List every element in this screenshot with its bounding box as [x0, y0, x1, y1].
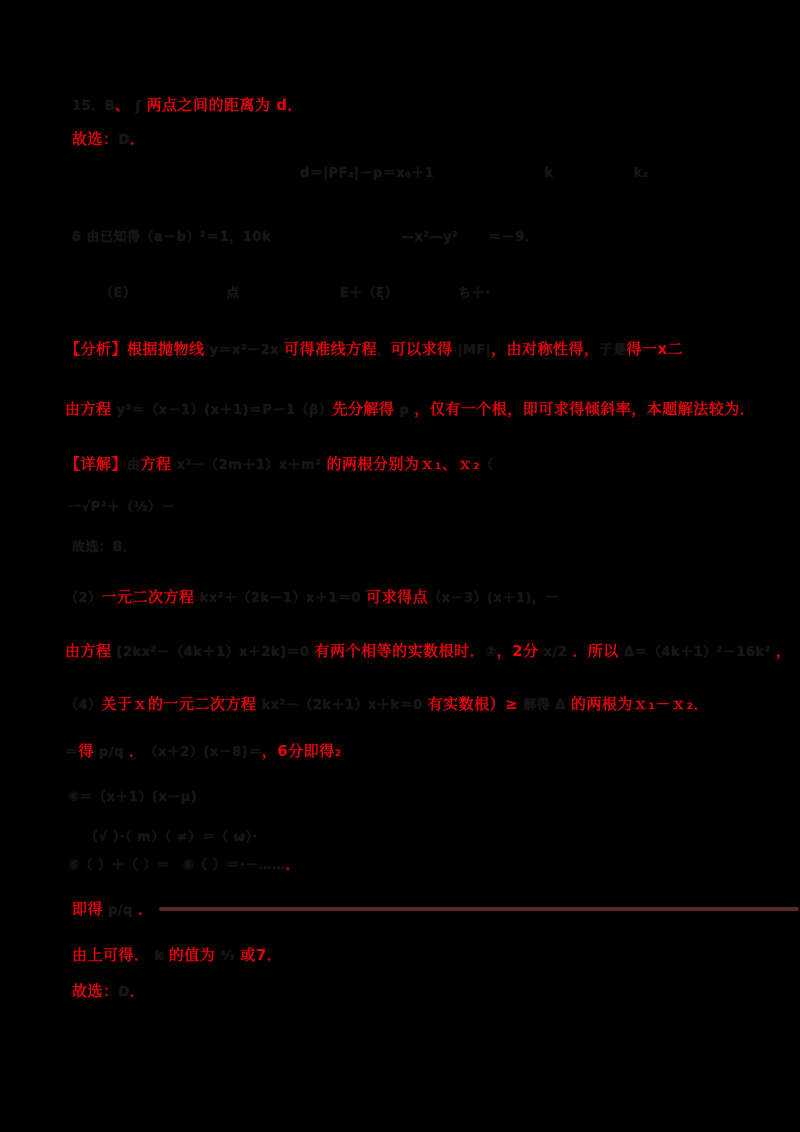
- annotation-text: 得一x二: [626, 340, 684, 358]
- annotation-text: 可得准线方程: [284, 340, 378, 358]
- text-line: [85, 830, 258, 846]
- formula-text: ②: [485, 644, 497, 660]
- formula-text: ⑥＝（x＋1）(x－μ): [68, 790, 198, 805]
- spacer: [458, 245, 488, 246]
- formula-text: （x－3）(x＋1)，一: [428, 590, 559, 606]
- annotation-text: ．: [129, 982, 146, 1000]
- formula-text: 故选：B．: [72, 540, 137, 555]
- formula-text: k: [544, 166, 554, 181]
- text-line: [72, 982, 145, 1001]
- formula-text: Δ＝（4k＋1）²－16k²: [618, 644, 776, 660]
- formula-text: 15．B: [72, 98, 115, 114]
- annotation-text: ．: [128, 742, 145, 760]
- formula-text: y＝x²－2x: [204, 342, 285, 358]
- formula-text: x²－（2m＋1）x＋m²: [171, 457, 327, 473]
- annotation-text: 【分析】根据抛物线: [65, 340, 205, 358]
- text-line: [68, 790, 197, 806]
- formula-text: k₂: [633, 166, 649, 181]
- formula-text: p∕q: [103, 902, 138, 918]
- formula-text: 于是: [599, 342, 627, 358]
- text-line: [72, 540, 136, 556]
- annotation-text: 或7．: [240, 946, 283, 964]
- formula-text: 由: [127, 457, 141, 473]
- text-line: [72, 96, 303, 115]
- text-line: [68, 500, 175, 516]
- spacer: [240, 301, 340, 302]
- formula-text: ⑥（ ）＋（ ）＝: [68, 857, 171, 873]
- annotation-text: 由方程: [65, 642, 112, 660]
- formula-text: y²＝（x－1）(x＋1)＝P－1（β）: [111, 402, 333, 418]
- formula-text: 点: [226, 286, 240, 301]
- annotation-text: 先分解得: [332, 400, 395, 418]
- text-line: [65, 400, 755, 419]
- text-line: [65, 340, 683, 359]
- annotation-text: 的两根分别为ｘ₁、ｘ₂: [326, 455, 481, 473]
- annotation-text: 即得: [72, 900, 104, 918]
- formula-text: ʃ: [130, 98, 147, 114]
- text-line: [72, 130, 145, 149]
- formula-text: ，: [377, 342, 391, 358]
- formula-text: —x²—y²: [401, 230, 459, 245]
- text-line: [100, 286, 490, 302]
- annotation-text: ．所以: [572, 642, 619, 660]
- formula-text: （x＋2）(x－8)＝: [144, 744, 262, 760]
- text-line: [65, 742, 342, 761]
- formula-text: p∕q: [94, 744, 129, 760]
- annotation-text: 得: [78, 742, 95, 760]
- spacer: [554, 181, 634, 182]
- formula-text: |MF|: [452, 342, 491, 358]
- formula-text: （2）: [65, 590, 102, 606]
- formula-text: D: [118, 984, 130, 1000]
- formula-text: x∕2: [538, 644, 573, 660]
- text-line: [72, 900, 799, 919]
- text-line: [65, 455, 494, 474]
- formula-text: E＋（ξ）: [339, 286, 398, 301]
- annotation-text: ，由对称性得，: [490, 340, 600, 358]
- text-line: [72, 946, 282, 965]
- spacer: [271, 245, 401, 246]
- formula-text: （4）: [65, 697, 102, 713]
- annotation-text: 有实数根）≥: [427, 695, 519, 713]
- underline-rule: [159, 907, 799, 911]
- text-line: [65, 695, 709, 714]
- annotation-text: 的值为: [168, 946, 216, 964]
- spacer: [434, 181, 544, 182]
- text-line: [65, 588, 559, 607]
- formula-text: （√ ）·（ m）（ ≠）＝（ ω）·: [85, 830, 258, 845]
- annotation-text: ．: [137, 900, 154, 918]
- annotation-text: ，: [775, 642, 792, 660]
- formula-text: ⁴⁄₇: [215, 948, 241, 964]
- annotation-text: 两点之间的距离为 d．: [146, 96, 303, 114]
- spacer: [136, 301, 226, 302]
- formula-text: δ 由已知得（a－b）²＝1，10k: [72, 230, 272, 245]
- formula-text: [2kx²－（4k＋1）x＋2k]＝0: [111, 644, 315, 660]
- annotation-text: ．: [129, 130, 146, 148]
- formula-text: ち＋·: [457, 286, 491, 301]
- text-line: [72, 230, 538, 246]
- spacer: [398, 301, 458, 302]
- annotation-text: ，仅有一个根，即可求得倾斜率，本题解法较为．: [414, 400, 756, 418]
- formula-text: ＝: [65, 744, 79, 760]
- annotation-text: 的两根为ｘ₁－ｘ₂．: [570, 695, 710, 713]
- annotation-text: 可以求得: [390, 340, 453, 358]
- formula-text: kx²＋（2k－1）x＋1＝0: [194, 590, 367, 606]
- text-line: [68, 855, 301, 874]
- annotation-text: 由上可得．: [72, 946, 150, 964]
- annotation-text: 关于ｘ的一元二次方程: [101, 695, 257, 713]
- formula-text: d＝|PF₂|－p＝x₀＋1: [300, 166, 435, 181]
- formula-text: p: [394, 402, 415, 418]
- annotation-text: 有两个相等的实数根时．: [314, 642, 486, 660]
- formula-text: （E）: [100, 286, 137, 301]
- annotation-text: 由方程: [65, 400, 112, 418]
- annotation-text: 可求得点: [366, 588, 429, 606]
- formula-text: （: [480, 457, 494, 473]
- formula-text: 一√P²＋（½）－: [68, 500, 175, 515]
- formula-text: kx²－（2k＋1）x＋k＝0: [256, 697, 428, 713]
- spacer: [171, 873, 183, 874]
- annotation-text: 【详解】: [65, 455, 128, 473]
- formula-text: k: [149, 948, 169, 964]
- formula-text: ＝－9．: [488, 230, 539, 245]
- annotation-text: 、: [115, 96, 131, 114]
- annotation-text: ，6分即得₂: [261, 742, 342, 760]
- annotation-text: 方程: [140, 455, 172, 473]
- formula-text: ⑥（ ）＝·－……: [182, 857, 286, 873]
- text-line: [300, 166, 649, 182]
- formula-text: 解得 Δ: [518, 697, 571, 713]
- annotation-text: 故选：: [72, 982, 119, 1000]
- annotation-text: 一元二次方程: [101, 588, 195, 606]
- annotation-text: 故选：: [72, 130, 119, 148]
- formula-text: D: [118, 132, 130, 148]
- annotation-text: ．: [285, 855, 302, 873]
- annotation-text: ，2分: [496, 642, 539, 660]
- text-line: [65, 642, 791, 661]
